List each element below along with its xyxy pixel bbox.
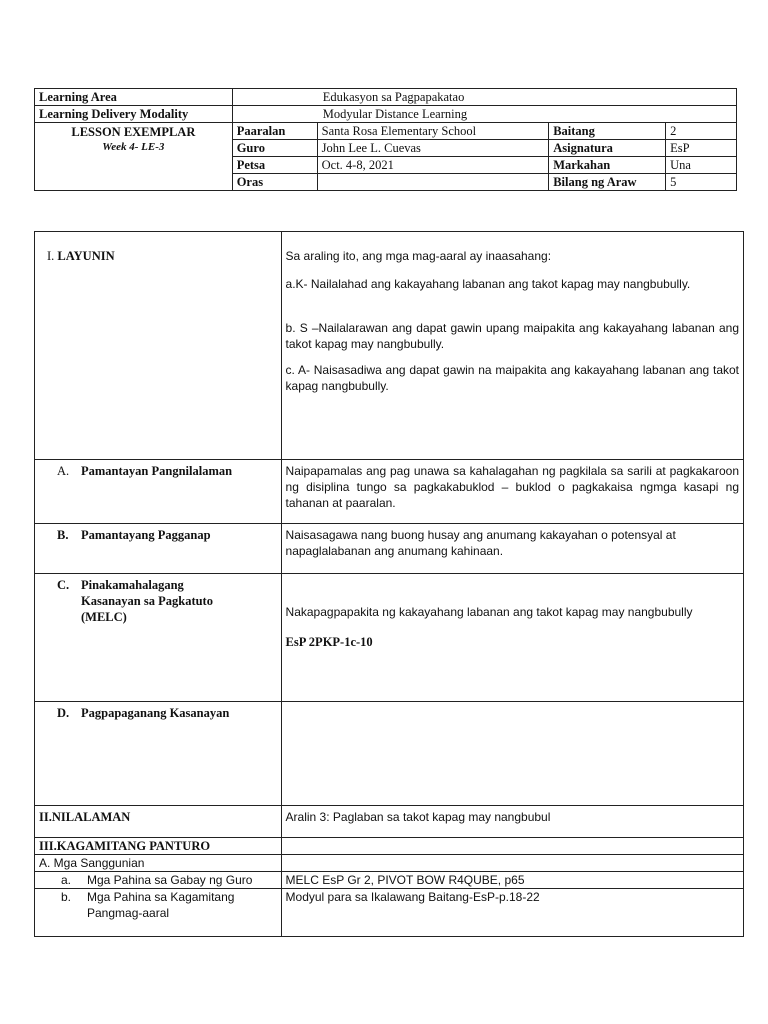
school-value: Santa Rosa Elementary School [317,123,549,140]
delivery-modality-label: Learning Delivery Modality [35,106,233,123]
kagamitang-mag-aaral-num: b. [61,890,72,904]
date-value: Oct. 4-8, 2021 [317,157,549,174]
time-label: Oras [232,174,317,191]
pamantayan-pangnilalaman-text: Naipapamalas ang pag unawa sa kahalagahan ng pagkilala sa sarili at pagkakaroon ng disiplina tungo sa pagkakabuklod – buklod o pagkakaisa ngmga kasapi ng tahanan at paaralan. [281,460,743,524]
row-melc [35,574,744,702]
days-value: 5 [666,174,737,191]
pagpapaganang-text [281,702,743,806]
lesson-exemplar-title: LESSON EXEMPLAR [71,125,196,139]
row-kagamitang [35,838,744,855]
layunin-objective-c: c. A- Naisasadiwa ang dapat gawin na maipakita ang kakayahang labanan ang takot kapag nangbubully. [285,363,739,393]
layunin-objective-b: b. S –Nailalarawan ang dapat gawin upang maipakita ang kakayahang labanan ang takot kapag may nangbubully. [285,321,739,351]
melc-num: C. [57,578,70,592]
pagpapaganang-label-cell [35,702,282,806]
learning-area-value: Edukasyon sa Pagpapakatao [232,89,736,106]
pamantayan-pangnilalaman-num: A. [57,464,70,478]
quarter-value: Una [666,157,737,174]
kagamitang-mag-aaral-value: Modyul para sa Ikalawang Baitang-EsP-p.18-22 [281,889,743,937]
row-pamantayan-pangnilalaman [35,460,744,524]
melc-label-cell [35,574,282,702]
row-pagpapaganang [35,702,744,806]
pagpapaganang-num: D. [57,706,70,720]
kagamitang-empty [281,838,743,855]
pamantayang-pagganap-label: Pamantayang Pagganap [81,528,211,542]
row-layunin [35,232,744,460]
melc-code: EsP 2PKP-1c-10 [285,635,373,649]
pamantayang-pagganap-label-cell [35,524,282,574]
melc-content [281,574,743,702]
kagamitang-label: III.KAGAMITANG PANTURO [35,838,282,855]
time-value [317,174,549,191]
row-sanggunian [35,855,744,872]
row-nilalaman [35,806,744,838]
gabay-guro-num: a. [61,873,72,887]
date-label: Petsa [232,157,317,174]
pamantayan-pangnilalaman-label: Pamantayan Pangnilalaman [81,464,233,478]
pagpapaganang-label: Pagpapaganang Kasanayan [81,706,230,720]
header-row-school [35,123,737,140]
layunin-label: LAYUNIN [57,249,115,263]
row-kagamitang-mag-aaral [35,889,744,937]
subject-value: EsP [666,140,737,157]
grade-label: Baitang [549,123,666,140]
pamantayan-pangnilalaman-label-cell [35,460,282,524]
nilalaman-label: II.NILALAMAN [35,806,282,838]
lesson-week: Week 4- LE-3 [102,141,165,153]
subject-label: Asignatura [549,140,666,157]
melc-label: Pinakamahalagang Kasanayan sa Pagkatuto (MELC) [81,578,213,624]
teacher-value: John Lee L. Cuevas [317,140,549,157]
header-row-delivery [35,106,737,123]
pamantayang-pagganap-text: Naisasagawa nang buong husay ang anumang kakayahan o potensyal at napaglalabanan ang anumang kahinaan. [281,524,743,574]
learning-area-label: Learning Area [35,89,233,106]
row-gabay-guro [35,872,744,889]
quarter-label: Markahan [549,157,666,174]
sanggunian-empty [281,855,743,872]
school-label: Paaralan [232,123,317,140]
days-label: Bilang ng Araw [549,174,666,191]
nilalaman-text: Aralin 3: Paglaban sa takot kapag may nangbubul [281,806,743,838]
kagamitang-mag-aaral-label: Mga Pahina sa Kagamitang Pangmag-aaral [87,890,235,920]
kagamitang-mag-aaral-label-cell [35,889,282,937]
lesson-exemplar-cell [35,123,233,191]
lesson-header-table [34,88,737,191]
row-pamantayang-pagganap [35,524,744,574]
gabay-guro-value: MELC EsP Gr 2, PIVOT BOW R4QUBE, p65 [281,872,743,889]
teacher-label: Guro [232,140,317,157]
layunin-content [281,232,743,460]
layunin-objective-a: a.K- Nailalahad ang kakayahang labanan ang takot kapag may nangbubully. [285,277,691,291]
melc-text: Nakapagpapakita ng kakayahang labanan ang takot kapag may nangbubully [285,605,693,619]
layunin-intro: Sa araling ito, ang mga mag-aaral ay inaasahang: [285,249,552,263]
pamantayang-pagganap-num: B. [57,528,69,542]
sanggunian-label: A. Mga Sanggunian [35,855,282,872]
delivery-modality-value: Modyular Distance Learning [232,106,736,123]
layunin-num: I. [47,249,55,263]
grade-value: 2 [666,123,737,140]
gabay-guro-label-cell [35,872,282,889]
gabay-guro-label: Mga Pahina sa Gabay ng Guro [87,873,253,887]
lesson-body-table [34,231,744,937]
header-row-learning-area [35,89,737,106]
layunin-label-cell [35,232,282,460]
